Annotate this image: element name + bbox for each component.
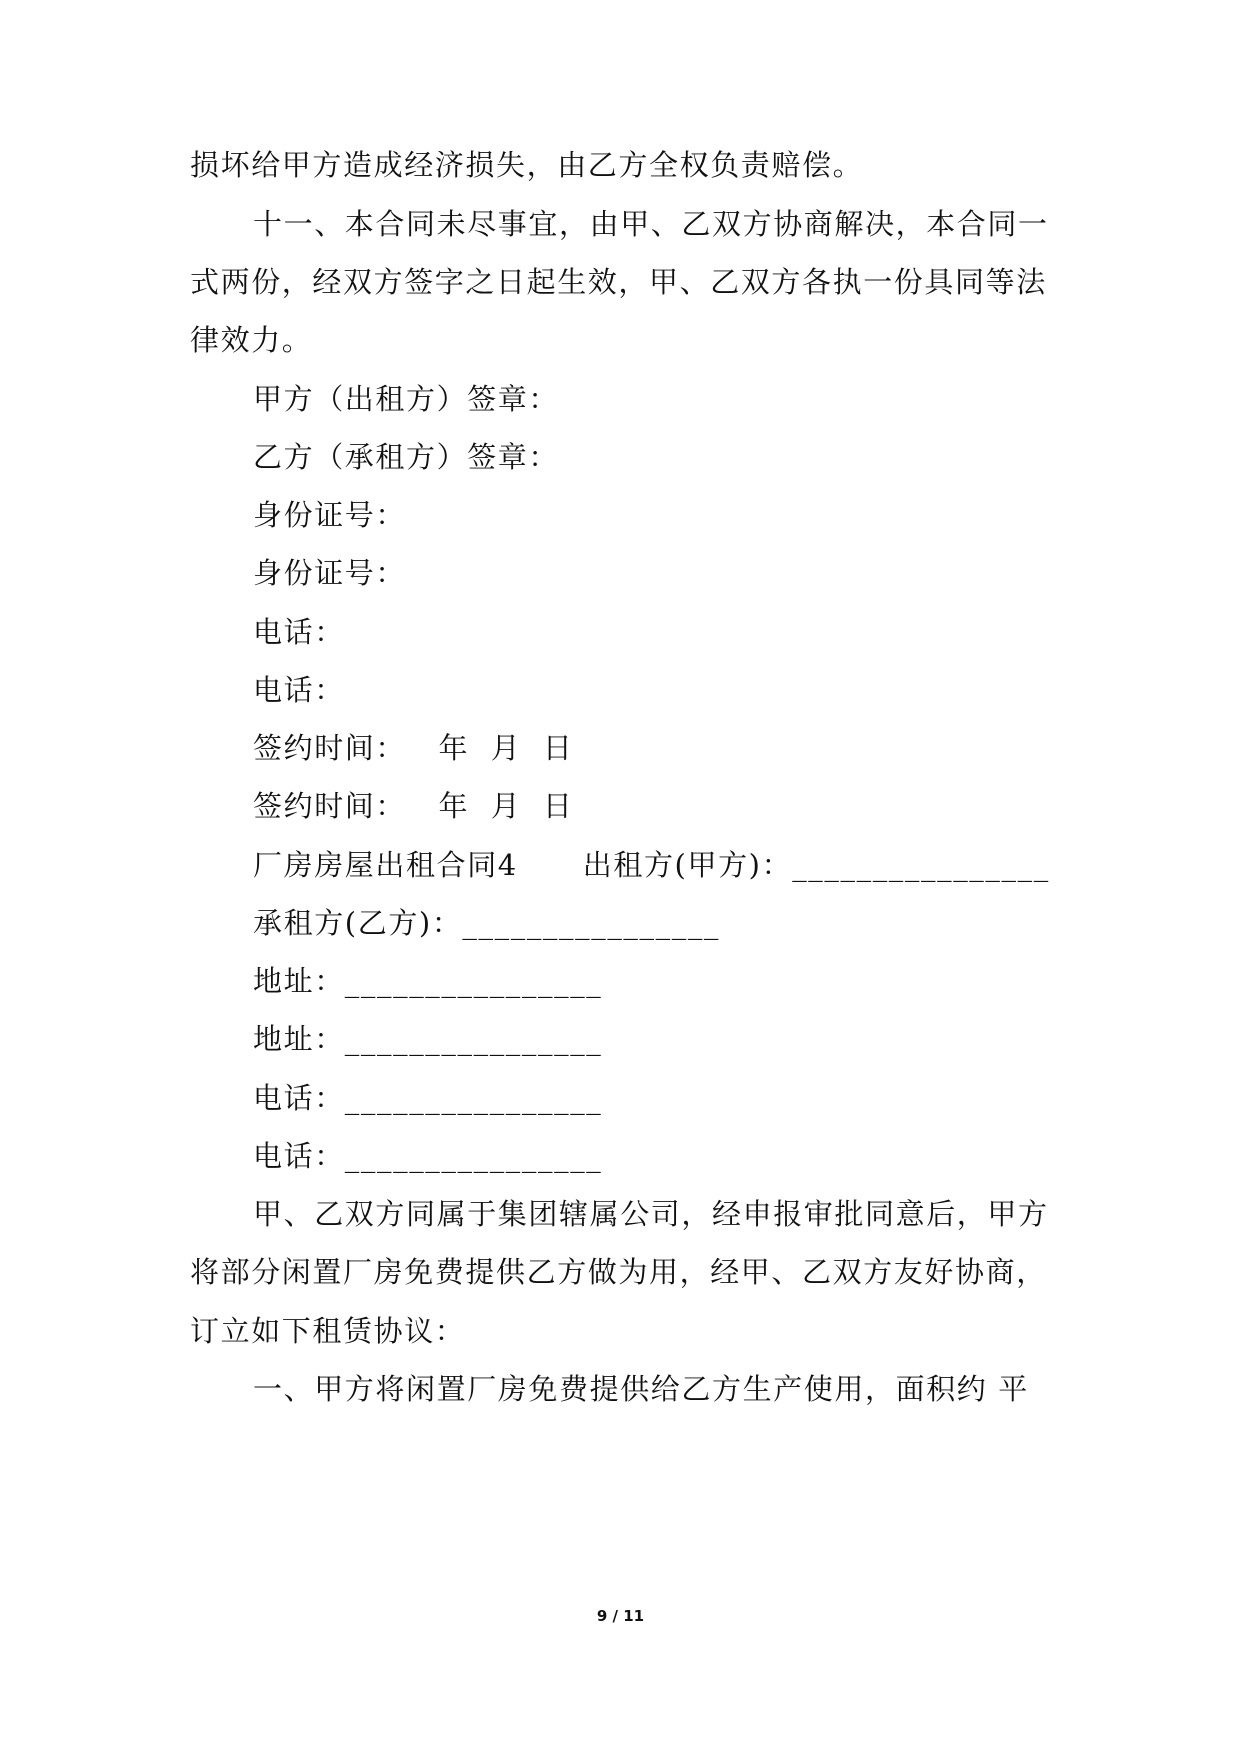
text-line: 将部分闲置厂房免费提供乙方做为用，经甲、乙双方友好协商， [190, 1255, 1047, 1289]
text-line: 损坏给甲方造成经济损失，由乙方全权负责赔偿。 [190, 148, 864, 182]
id-number-line: 身份证号： [253, 556, 407, 590]
id-number-line: 身份证号： [253, 498, 407, 532]
signature-line-party-a: 甲方（出租方）签章： [253, 382, 560, 416]
phone-line: 电话： [253, 615, 345, 649]
text-line: 甲、乙双方同属于集团辖属公司，经申报审批同意后，甲方 [253, 1197, 1049, 1231]
text-line: 订立如下租赁协议： [190, 1314, 466, 1348]
page-number: 9 / 11 [596, 1607, 645, 1625]
text-line: 律效力。 [190, 323, 313, 357]
phone-line: 电话：________________ [253, 1081, 603, 1115]
text-line: 一、甲方将闲置厂房免费提供给乙方生产使用，面积约 平 [253, 1372, 1029, 1406]
text-line: 十一、本合同未尽事宜，由甲、乙双方协商解决，本合同一 [253, 207, 1049, 241]
address-line: 地址：________________ [253, 1022, 603, 1056]
contract-heading-line: 厂房房屋出租合同4 出租方(甲方)：________________ [253, 848, 1050, 882]
signature-line-party-b: 乙方（承租方）签章： [253, 440, 560, 474]
lessee-line: 承租方(乙方)：________________ [253, 906, 721, 940]
address-line: 地址：________________ [253, 964, 603, 998]
signing-date-line: 签约时间： 年 月 日 [253, 731, 574, 765]
phone-line: 电话：________________ [253, 1139, 603, 1173]
signing-date-line: 签约时间： 年 月 日 [253, 789, 574, 823]
phone-line: 电话： [253, 673, 345, 707]
text-line: 式两份，经双方签字之日起生效，甲、乙双方各执一份具同等法 [190, 265, 1047, 299]
